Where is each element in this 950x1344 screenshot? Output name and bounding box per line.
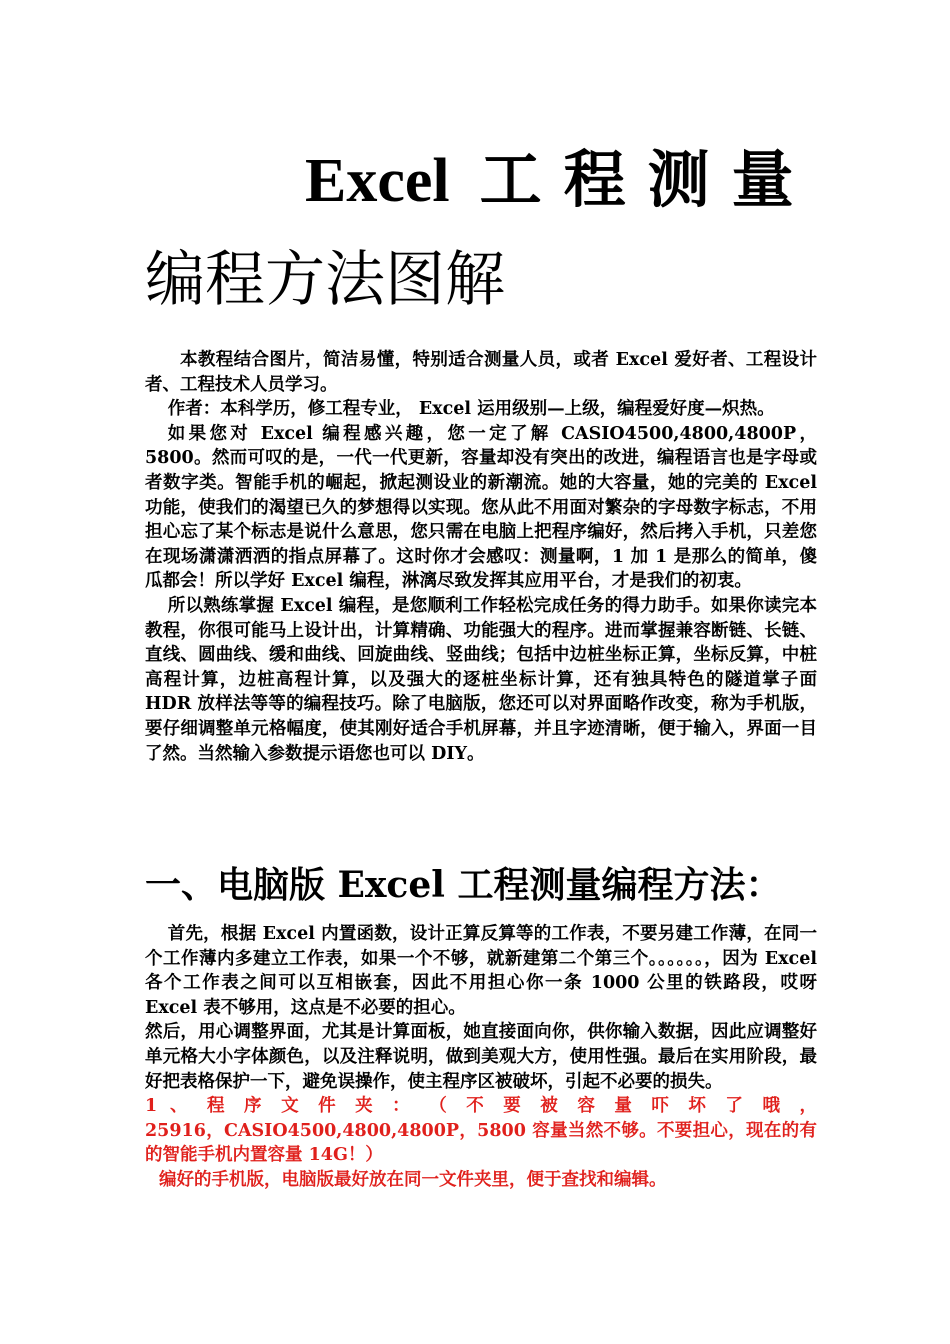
section-1-body xyxy=(145,922,817,1193)
section-1-red-line-3: 编好的手机版，电脑版最好放在同一文件夹里，便于查找和编辑。 xyxy=(159,1169,667,1190)
section-1-paragraph-1: 首先，根据 Excel 内置函数，设计正算反算等的工作表，不要另建工作薄，在同一个工作薄内多建立工作表，如果一个不够，就新建第二个第三个。。。。。。，因为 Excel 各个工作表之间可以互相嵌套，因此不用担心你一条 1000 公里的铁路段，哎呀 Excel 表不够用，这点是不必要的担心。 xyxy=(145,924,817,1018)
document-title-line-1 xyxy=(305,140,825,221)
section-1-red-line-2: 25916，CASIO4500,4800,4800P，5800 容量当然不够。不要担心，现在的有的智能手机内置容量 14G！） xyxy=(145,1120,817,1166)
title-latin: Excel xyxy=(305,147,450,215)
title-cjk: 工程测量 xyxy=(479,143,816,216)
intro-paragraph-1: 本教程结合图片，简洁易懂，特别适合测量人员，或者 Excel 爱好者、工程设计者、工程技术人员学习。 xyxy=(145,350,817,395)
intro-paragraph-4: 所以熟练掌握 Excel 编程，是您顺利工作轻松完成任务的得力助手。如果你读完本教程，你很可能马上设计出，计算精确、功能强大的程序。进而掌握兼容断链、长链、直线、圆曲线、缓和曲线、回旋曲线、竖曲线；包括中边桩坐标正算，坐标反算，中桩高程计算，边桩高程计算，以及强大的逐桩坐标计算，还有独具特色的隧道掌子面 HDR 放样法等等的编程技巧。除了电脑版，您还可以对界面略作改变，称为手机版，要仔细调整单元格幅度，使其刚好适合手机屏幕，并且字迹清晰，便于输入，界面一目了然。当然输入参数提示语您也可以 DIY。 xyxy=(145,595,817,764)
section-1-red-line-1: 1 、 程 序 文 件 夹 ： （ 不 要 被 容 量 吓 坏 了 哦 ， xyxy=(145,1096,817,1117)
intro-paragraph-3: 如果您对 Excel 编程感兴趣，您一定了解 CASIO4500,4800,4800P，5800。然而可叹的是，一代一代更新，容量却没有突出的改进，编程语言也是字母或者数字类。智能手机的崛起，掀起测设业的新潮流。她的大容量，她的完美的 Excel 功能，使我们的渴望已久的梦想得以实现。您从此不用面对繁杂的字母数字标志，不用担心忘了某个标志是说什么意思，您只需在电脑上把程序编好，然后拷入手机，只差您在现场潇潇洒洒的指点屏幕了。这时你才会感叹：测量啊，1 加 1 是那么的简单，傻瓜都会！所以学好 Excel 编程，淋漓尽致发挥其应用平台，才是我们的初衷。 xyxy=(145,423,817,592)
section-1-heading: 一、电脑版 Excel 工程测量编程方法： xyxy=(145,864,782,906)
section-1-paragraph-2: 然后，用心调整界面，尤其是计算面板，她直接面向你，供你输入数据，因此应调整好单元格大小字体颜色，以及注释说明，做到美观大方，使用性强。最后在实用阶段，最好把表格保护一下，避免误操作，使主程序区被破坏，引起不必要的损失。 xyxy=(145,1022,817,1092)
document-title-line-2: 编程方法图解 xyxy=(145,245,505,315)
intro-section xyxy=(145,348,817,766)
intro-paragraph-2: 作者：本科学历，修工程专业， Excel 运用级别—上级，编程爱好度—炽热。 xyxy=(167,399,775,420)
